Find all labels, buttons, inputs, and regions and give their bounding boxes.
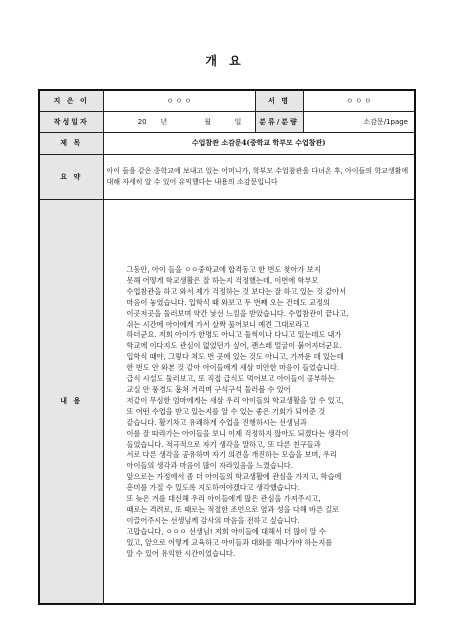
name-value: ㅇ ㅇ ㅇ	[303, 90, 415, 111]
content-line: 같습니다. 활기차고 유쾌하게 수업을 진행하시는 선생님과	[126, 417, 307, 427]
content-line: 이끌어주시는 선생님께 감사의 마음을 전하고 싶습니다.	[126, 515, 300, 525]
content-line: 교실 안 풍경도 훔쳐 거리며 구석구석 둘러볼 수 있어	[126, 384, 291, 394]
content-body	[103, 199, 415, 604]
category-value: 소감문/1page	[303, 111, 415, 132]
summary-row	[39, 154, 415, 199]
page-heading: 개 요	[205, 54, 245, 68]
content-line: 급식 시설도 둘러보고, 또 직접 급식도 먹어보고 아이들이 공부하는	[126, 374, 335, 384]
content-line: 앞으로는 가정에서 좀 더 아이들의 학교생활에 관심을 가지고, 학습에	[126, 472, 342, 482]
document-info-table	[38, 89, 416, 605]
content-line: 아이들의 생각과 마음이 많이 자라있음을 느꼈습니다.	[126, 461, 293, 471]
content-line: 있고, 앞으로 어떻게 교육하고 아이들과 대화를 해나가야 하는지를	[126, 537, 333, 547]
date-year-unit: 년	[160, 117, 168, 126]
content-line: 또 늦은 겨를 대신해 우리 아이들에게 많은 관심을 가져주시고,	[126, 494, 321, 504]
content-line: 이곳저곳을 둘러보며 약간 낯선 느낌을 받았습니다. 수업참관이 끝나고,	[126, 308, 349, 318]
content-line: 서로 다른 생각을 공유하며 자기 의견을 개진하는 모습을 보며, 우리	[126, 450, 337, 460]
content-line: 수업참관을 하고 와서 제가 걱정하는 것 보다는 잘 하고 있는 것 같아서	[126, 286, 347, 296]
subject-label: 제 목	[39, 132, 103, 154]
subject-value: 수업참관 소감문4(중학교 학부모 수업참관)	[103, 132, 415, 154]
date-value	[103, 111, 255, 132]
summary-label: 요 약	[39, 154, 103, 199]
content-label: 내 용	[39, 199, 103, 604]
subject-row	[39, 132, 415, 154]
content-line: 마음이 놓였습니다. 입학식 때 와보고 두 번째 오는 건데도 교정의	[126, 297, 330, 307]
date-month-unit: 월	[204, 117, 212, 126]
content-line: 이를 잘 따라가는 아이들을 보니 이제 걱정하지 않아도 되겠다는 생각이	[126, 428, 349, 438]
content-line: 저같이 무심한 엄마에게는 새삼 우리 아이들의 학교생활을 알 수 있고,	[126, 395, 344, 405]
content-line: 한 번도 안 와본 것 같아 아이들에게 새삼 미안한 마음이 들었습니다.	[126, 363, 340, 373]
date-year: 20	[137, 117, 147, 126]
date-row	[39, 111, 415, 132]
content-line: 알 수 있어 유익한 시간이었습니다.	[126, 548, 236, 558]
content-text	[107, 243, 412, 559]
date-day-unit: 일	[234, 117, 242, 126]
content-line: 학교에 이다지도 관심이 없었던가 싶어, 괜스레 얼굴이 붉어지더군요.	[126, 341, 342, 351]
content-line: 못해 어떻게 학교생활은 잘 하는지 걱정했는데, 이번에 학부모	[126, 275, 319, 285]
content-line: 고맙습니다, ㅇㅇㅇ 선생님! 저희 아이들에 대해서 더 많이 알 수	[126, 526, 326, 536]
content-line: 그동안, 아이 들을 ㅇㅇ중학교에 합격동고 한 번도 찾아가 보지	[126, 265, 321, 275]
author-value: ㅇ ㅇ ㅇ	[103, 90, 255, 111]
content-line: 흥미를 가질 수 있도록 지도하여야겠다고 생각했습니다.	[126, 483, 300, 493]
date-label: 작성일자	[39, 111, 103, 132]
content-line: 또 어떤 수업을 받고 있는지를 알 수 있는 좋은 기회가 되어준 것	[126, 406, 326, 416]
content-line: 들었습니다. 적극적으로 자기 생각을 말하고, 또 다른 친구들과	[126, 439, 321, 449]
content-line: 쉬는 시간에 아이에게 가서 살짝 물어보니 예견 그대로라고	[126, 319, 310, 329]
content-row	[39, 199, 415, 604]
category-label: 분류/분량	[255, 111, 303, 132]
content-line: 하더군요. 저희 아이가 한명도 아니고 둘씩이나 다니고 있는데도 내가	[126, 330, 342, 340]
content-line: 때로는 격려로, 또 때로는 적절한 조언으로 옆과 성을 다해 바른 길로	[126, 504, 340, 514]
name-label: 서 명	[255, 90, 303, 111]
author-label: 지 은 이	[39, 90, 103, 111]
summary-value: 아이 들을 같은 중학교에 보내고 있는 어머니가, 학부모 수업참관을 다녀온 후, 아이들의 학교생활에 대해 자세히 알 수 있어 유익했다는 내용의 소감문입니다	[103, 154, 415, 199]
content-line: 입학식 때야, 그렇다 쳐도 번 곳에 있는 것도 아니고, 가까운 데 있는데	[126, 352, 344, 362]
author-row	[39, 90, 415, 111]
